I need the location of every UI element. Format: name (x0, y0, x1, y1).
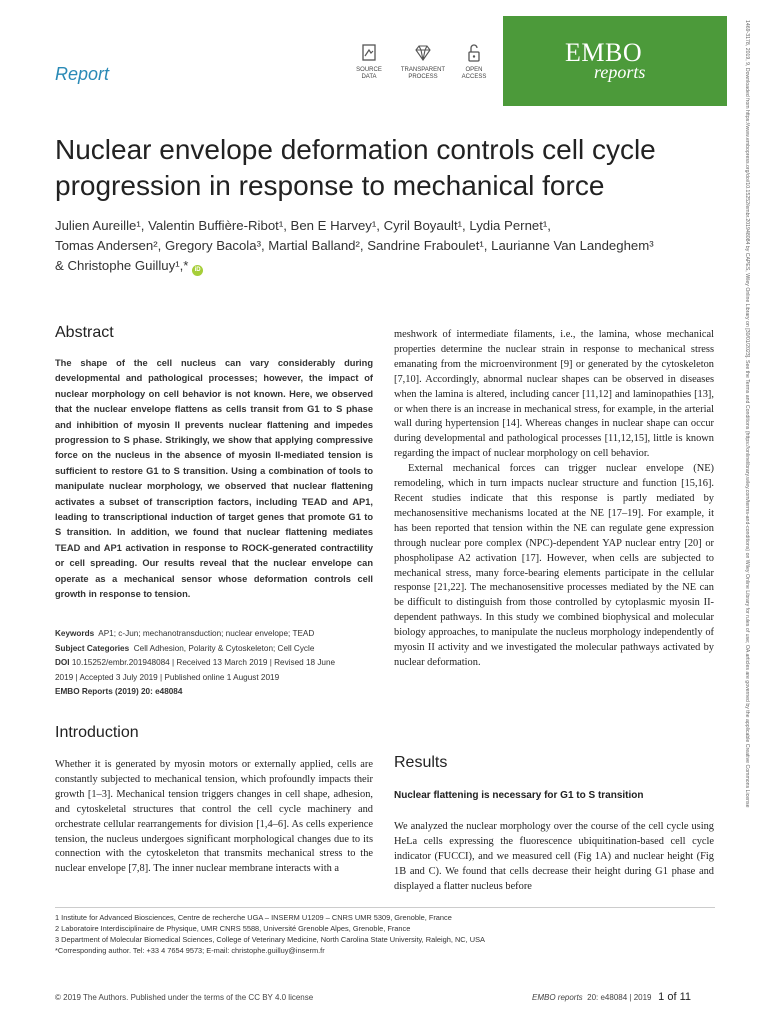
journal-logo-sub: reports (594, 62, 646, 82)
keywords-value: AP1; c-Jun; mechanotransduction; nuclear envelope; TEAD (98, 629, 315, 638)
diamond-icon (412, 42, 434, 64)
affiliation-item: 1 Institute for Advanced Biosciences, Centre de recherche UGA – INSERM U1209 – CNRS UMR 5309, Grenoble, France (55, 913, 452, 922)
subject-value: Cell Adhesion, Polarity & Cytoskeleton; Cell Cycle (133, 643, 315, 653)
article-title (55, 132, 715, 204)
source-data-badge[interactable] (341, 42, 397, 81)
journal-logo-main: EMBO (565, 38, 643, 67)
citation-text: EMBO Reports (2019) 20: e48084 (55, 687, 183, 697)
corresponding-author: *Corresponding author. Tel: +33 4 7654 9573; E-mail: christophe.guilluy@inserm.fr (55, 946, 325, 955)
source-data-icon (358, 42, 380, 64)
title-line: progression in response to mechanical force (55, 170, 605, 201)
results-subheading: Nuclear flattening is necessary for G1 to S transition (394, 790, 644, 801)
paragraph: External mechanical forces can trigger nuclear envelope (NE) remodeling, which in turn impacts nuclear structure and function [15,16]. Recent studies indicate that this response is partly mediated by mechanosensitive mechanisms located at the NE [17–19]. For example, it has been reported that tension within the NE can regulate gene expression through nuclear pore complex (NPC)-dependent YAP nuclear entry [20] or phospholipase A2 activation [17]. However, when cells are subjected to mechanical stress, many force-bearing elements participate in the cellular response [21,22]. The mechanosensitive processes mediated by the NE can be difficult to distinguish from those controlled by cytoplasmic myosin II-dependent pathways. In this study we combined biophysical and molecular biology approaches, to manipulate the nucleus morphology independently of myosin II activity and we investigated the molecular pathways activated by nuclear deformation. (394, 463, 714, 668)
abstract-heading: Abstract (55, 324, 114, 341)
side-note-text: 1469-3178, 2019, 9, Downloaded from https://www.embopress.org/doi/10.15252/embr.201948084 by CAPES, Wiley Online Library on [30/01/2023]. See the Terms and Conditions (https://onlinelibrary.wiley.com/terms-and-conditions) on Wiley Online Library for rules of use; OA articles are governed by the applicable Creative Commons License (744, 20, 750, 808)
introduction-heading: Introduction (55, 724, 139, 741)
results-heading: Results (394, 754, 448, 771)
citation (55, 685, 375, 700)
open-access-lock-icon (463, 42, 485, 64)
article-type-label: Report (55, 64, 110, 84)
footnote-divider (55, 907, 715, 908)
badge-line: DATA (361, 74, 377, 80)
journal-logo[interactable] (503, 16, 727, 106)
affiliation-item: 2 Laboratoire Interdisciplinaire de Physique, UMR CNRS 5588, Université Grenoble Alpes, Grenoble, France (55, 924, 411, 933)
author-list (55, 216, 715, 276)
license-note: © 2019 The Authors. Published under the terms of the CC BY 4.0 license (55, 993, 314, 1002)
dates-row: 2019 | Accepted 3 July 2019 | Published online 1 August 2019 (55, 672, 280, 682)
orcid-icon[interactable]: iD (192, 265, 203, 276)
doi-value[interactable]: 10.15252/embr.201948084 | Received 13 March 2019 | Revised 18 June (71, 658, 336, 668)
badge-line: ACCESS (461, 74, 487, 80)
authors-line (55, 216, 715, 236)
affiliation-item: 3 Department of Molecular Biomedical Sciences, College of Veterinary Medicine, North Carolina State University, Raleigh, NC, USA (55, 935, 485, 944)
keywords-row (55, 627, 375, 642)
badge-line: SOURCE (356, 67, 382, 73)
subject-label: Subject Categories (55, 643, 130, 653)
introduction-body (55, 758, 373, 877)
introduction-continued (394, 328, 714, 671)
page-footer (532, 991, 691, 1003)
affiliations (55, 912, 715, 956)
results-body (394, 820, 714, 895)
authors-line: Tomas Andersen², Gregory Bacola³, Martial Balland², Sandrine Fraboulet¹, Laurianne Van Landeghem³ (55, 238, 654, 253)
abstract-body: The shape of the cell nucleus can vary considerably during developmental and pathological processes; however, the impact of nuclear morphology on cell behavior is not known. Here, we observed that the nuclear envelope flattens as cells transit from G1 to S phase and inhibition of myosin II prevents nuclear flattening and impedes progression to S phase. Strikingly, we show that applying compressive force on the nucleus in the absence of myosin II-mediated tension is sufficient to restore G1 to S transition. Using a combination of tools to manipulate nuclear morphology, we observed that nuclear flattening activates a subset of transcription factors, including TEAD and AP1, leading to transcriptional induction of target genes that promote G1 to S transition. In addition, we found that nuclear flattening mediates TEAD and AP1 activation in response to ROCK-generated contractility or cell spreading. Our results reveal that the nuclear envelope can operate as a mechanical sensor whose deformation controls cell growth in response to tension. (55, 358, 373, 600)
open-access-badge[interactable] (446, 42, 502, 81)
badge-line: TRANSPARENT (400, 67, 446, 73)
footer-issue: 20: e48084 | 2019 (587, 993, 652, 1002)
paragraph: meshwork of intermediate filaments, i.e., the lamina, whose mechanical properties determine the nuclear strain in response to mechanical stress emanating from the microenvironment [9] or generated by the cytoskeleton [7,10]. Accordingly, abnormal nuclear shapes can be observed in diseases when the lamina is altered, including cancer [11,12] and laminopathies [13], or when there is an increase in mechanical stress, for example, in the arterial wall during hypertension [14]. Whereas changes in nuclear shape can occur during developmental and pathological processes [11,12,15], little is known regarding the impact of nuclear morphology on cell behavior. (394, 329, 714, 460)
footer-journal: EMBO reports (532, 993, 583, 1002)
authors-text: & Christophe Guilluy¹,* (55, 258, 189, 273)
subject-row (55, 642, 375, 657)
paragraph: We analyzed the nuclear morphology over the course of the cell cycle using HeLa cells expressing the fluorescence ubiquitination-based cell cycle indicator (FUCCI), and we measured cell (Fig 1A) and nuclear height (Fig 1B and C). We found that cells decrease their height during G1 phase and displayed a flatter nucleus before (394, 821, 714, 892)
download-side-note (744, 20, 758, 1010)
authors-text: Julien Aureille¹, Valentin Buffière-Ribot¹, Ben E Harvey¹, Cyril Boyault¹, Lydia Pernet¹, (55, 218, 551, 233)
authors-line (55, 256, 715, 276)
transparent-process-badge[interactable] (395, 42, 451, 81)
badge-line: OPEN (465, 67, 483, 73)
doi-row (55, 656, 375, 671)
page-number: 1 of 11 (658, 991, 691, 1003)
doi-label: DOI (55, 658, 70, 668)
title-line: Nuclear envelope deformation controls cell cycle (55, 134, 656, 165)
paragraph: Whether it is generated by myosin motors or externally applied, cells are constantly subjected to mechanical tension, which profoundly impacts their growth [1–3]. Mechanical tension triggers changes in cell shape, adhesion, and cytoskeletal structures that control the cell cycle machinery and orchestrate cellular rearrangements for division [1,4–6]. As cells experience tension, the nucleus undergoes significant morphological changes due to its connection with the cytoskeleton that transmits mechanical stress to the nuclear envelope [7,8]. The inner nuclear membrane interacts with a (55, 759, 373, 875)
keywords-label: Keywords (55, 629, 95, 638)
badge-line: PROCESS (408, 74, 438, 80)
article-metadata (55, 627, 375, 700)
